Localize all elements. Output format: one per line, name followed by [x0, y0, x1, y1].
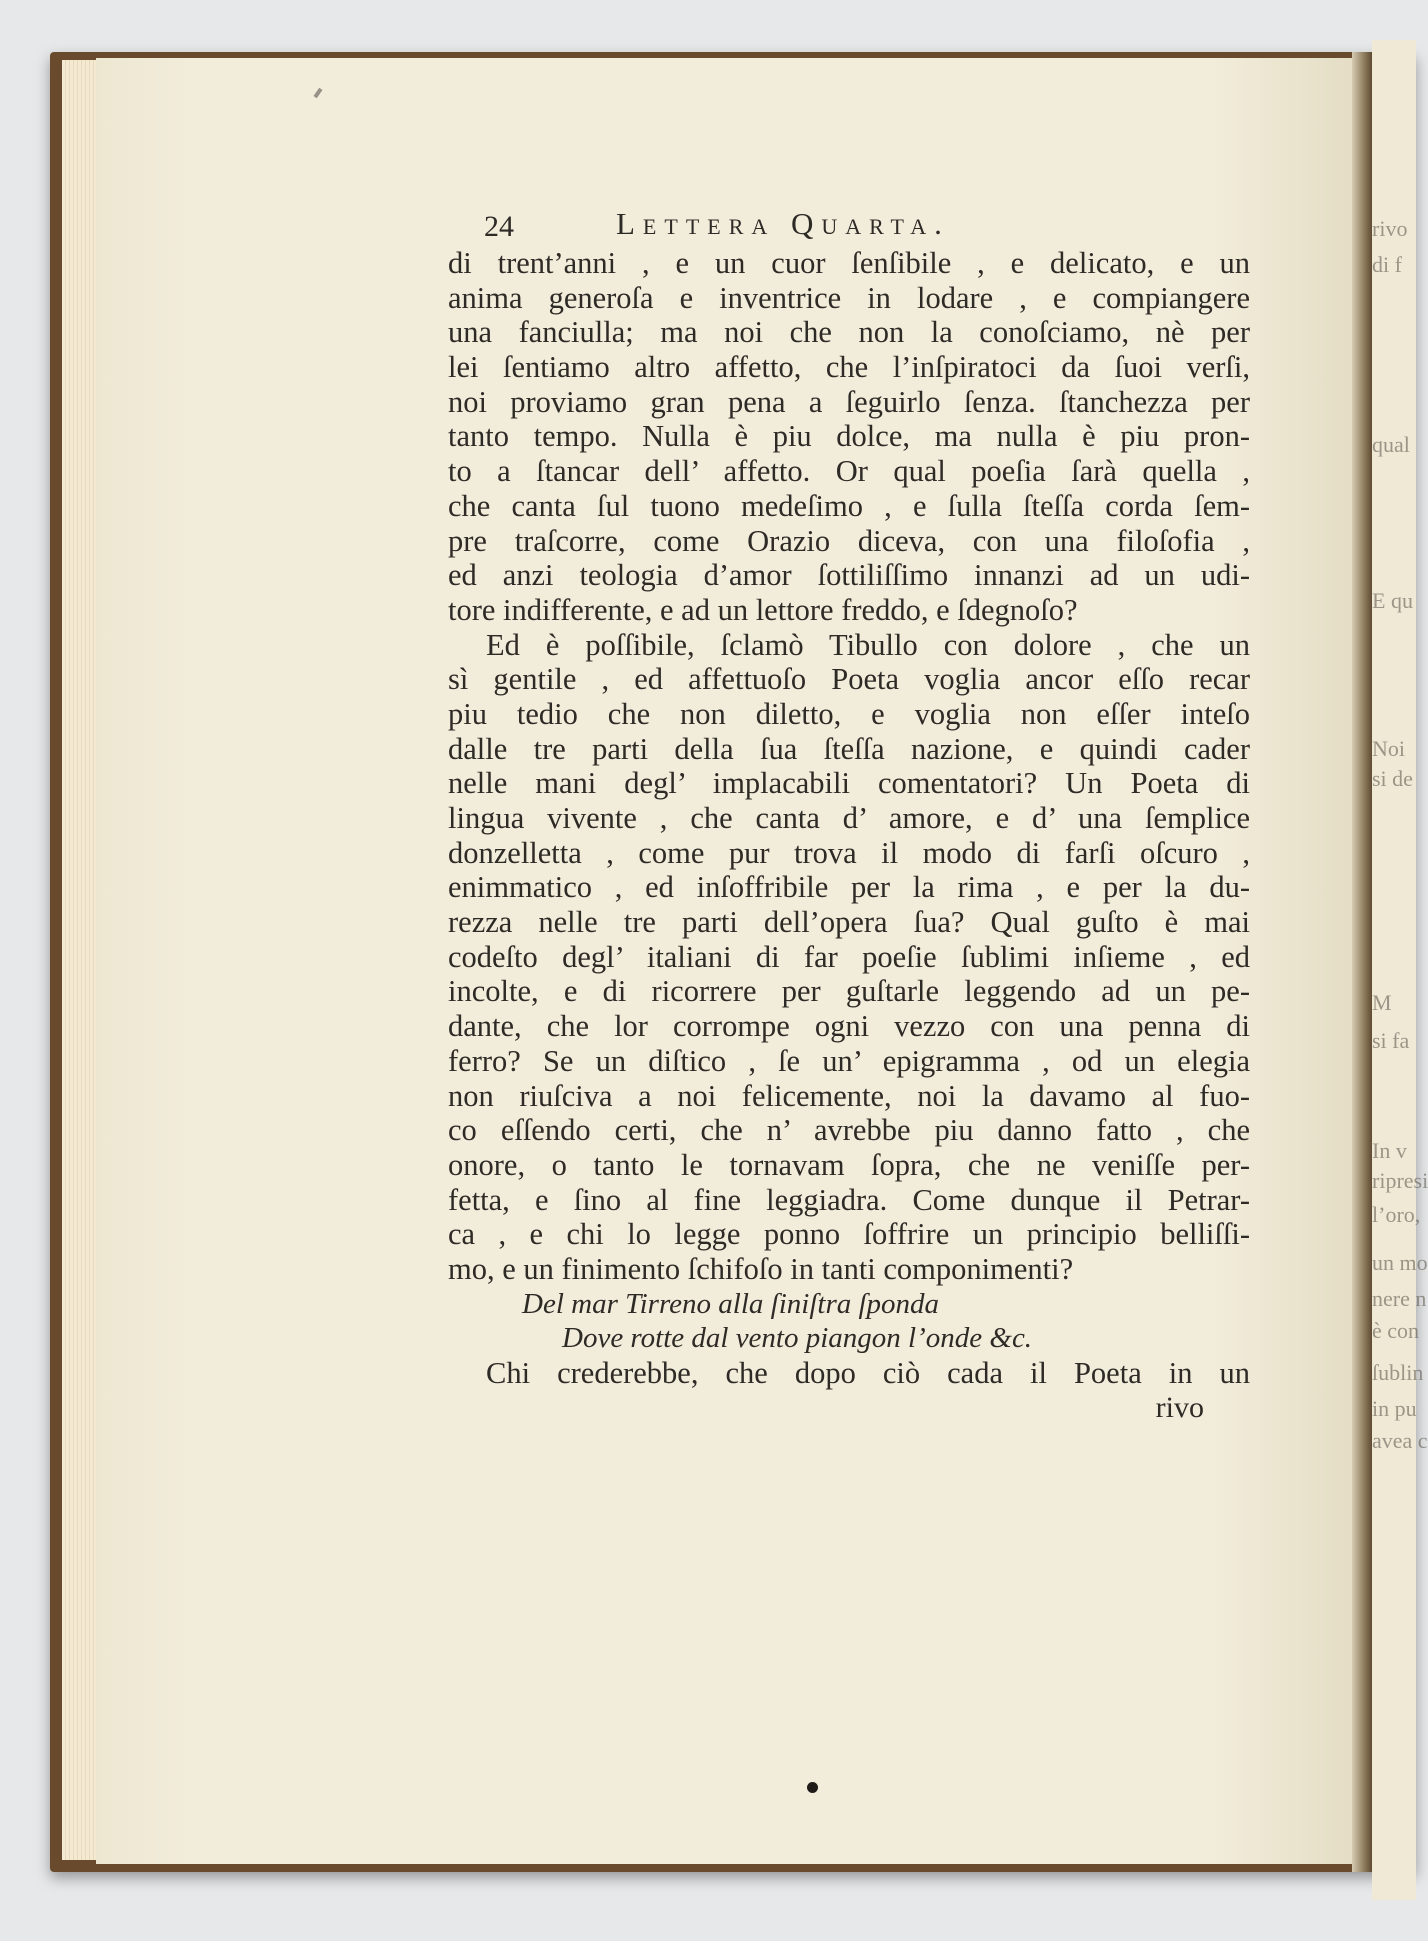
facing-page-fragment: si fa: [1372, 1028, 1410, 1053]
facing-page-fragment: è con: [1372, 1318, 1420, 1343]
text-line: mo, e un finimento ſchifoſo in tanti componimenti?: [448, 1251, 1074, 1286]
text-line: tore indifferente, e ad un lettore freddo, e ſdegnoſo?: [448, 592, 1078, 627]
facing-page-fragment: In v: [1372, 1138, 1407, 1163]
text-line: di trent’anni , e un cuor ſenſibile , e delicato, e un: [448, 246, 1250, 280]
catchword: rivo: [1155, 1390, 1204, 1424]
text-line: to a ſtancar dell’ affetto. Or qual poeſia ſarà quella ,: [448, 454, 1250, 489]
verse-line: Del mar Tirreno alla ſiniſtra ſponda: [522, 1287, 940, 1320]
text-line: rezza nelle tre parti dell’opera ſua? Qual guſto è mai: [448, 905, 1250, 940]
facing-page-fragment: M: [1372, 990, 1392, 1015]
text-line: nelle mani degl’ implacabili comentatori? Un Poeta di: [448, 766, 1250, 801]
facing-page-fragment: l’oro,: [1372, 1202, 1421, 1227]
text-line: Chi crederebbe, che dopo ciò cada il Poeta in un: [486, 1356, 1250, 1390]
text-line: piu tedio che non diletto, e voglia non eſſer inteſo: [448, 696, 1250, 731]
facing-page-fragment: in pu: [1372, 1396, 1417, 1421]
page-number: 24: [484, 210, 514, 243]
text-line: ed anzi teologia d’amor ſottiliſſimo innanzi ad un udi-: [448, 558, 1250, 593]
verse-line: Dove rotte dal vento piangon l’onde &c.: [562, 1322, 1033, 1355]
text-line: noi proviamo gran pena a ſeguirlo ſenza. ſtanchezza per: [448, 384, 1250, 419]
text-line: tanto tempo. Nulla è piu dolce, ma nulla è piu pron-: [448, 419, 1250, 454]
text-line: anima generoſa e inventrice in lodare , e compiangere: [448, 280, 1250, 315]
text-line: fetta, e ſino al fine leggiadra. Come dunque il Petrar-: [448, 1182, 1250, 1217]
facing-page-fragment: nere n: [1372, 1286, 1427, 1311]
text-line: ca , e chi lo legge ponno ſoffrire un principio belliſſi-: [448, 1217, 1250, 1252]
page-header: [448, 206, 1250, 246]
text-line: lingua vivente , che canta d’ amore, e d’ una ſemplice: [448, 801, 1250, 835]
facing-page-fragment: qual: [1372, 432, 1410, 457]
text-line: Ed è poſſibile, ſclamò Tibullo con dolore , che un: [486, 627, 1250, 662]
text-line: onore, o tanto le tornavam ſopra, che ne veniſſe per-: [448, 1147, 1250, 1182]
body-text: [448, 246, 1250, 1287]
facing-page-fragment: un mo: [1372, 1250, 1428, 1275]
facing-page-fragment: di f: [1372, 252, 1402, 277]
facing-page-fragment: Noi: [1372, 736, 1405, 761]
text-block: [448, 206, 1250, 1425]
facing-page-fragment: E qu: [1372, 588, 1413, 613]
facing-page-fragment: ripresi: [1372, 1168, 1428, 1193]
gutter: [1352, 52, 1372, 1872]
text-line: ferro? Se un diſtico , ſe un’ epigramma , od un elegia: [448, 1043, 1250, 1078]
text-line: una fanciulla; ma noi che non la conoſciamo, nè per: [448, 315, 1250, 350]
facing-page-fragment: ſublin: [1372, 1360, 1424, 1385]
text-line: codeſto degl’ italiani di far poeſie ſublimi inſieme , ed: [448, 939, 1250, 974]
facing-page-fragment: rivo: [1372, 216, 1408, 241]
text-line: incolte, e di ricorrere per guſtarle leggendo ad un pe-: [448, 974, 1250, 1009]
text-line: donzelletta , come pur trova il modo di farſi oſcuro ,: [448, 835, 1250, 870]
text-line: dante, che lor corrompe ogni vezzo con una penna di: [448, 1009, 1250, 1044]
text-line: sì gentile , ed affettuoſo Poeta voglia ancor eſſo recar: [448, 662, 1250, 697]
text-line: co eſſendo certi, che n’ avrebbe piu danno fatto , che: [448, 1113, 1250, 1148]
text-line: non riuſciva a noi felicemente, noi la davamo al fuo-: [448, 1078, 1250, 1113]
facing-page-fragment: si de: [1372, 766, 1413, 791]
running-title: Lettera Quarta.: [616, 206, 950, 241]
facing-page: [1372, 40, 1428, 1900]
ink-spot: [807, 1782, 818, 1793]
facing-page-fragment: avea c: [1372, 1428, 1428, 1453]
text-line: dalle tre parti della ſua ſteſſa nazione, e quindi cader: [448, 731, 1250, 766]
text-line: lei ſentiamo altro affetto, che l’inſpiratoci da ſuoi verſi,: [448, 350, 1250, 385]
text-line: enimmatico , ed inſoffribile per la rima , e per la du-: [448, 870, 1250, 905]
text-line: che canta ſul tuono medeſimo , e ſulla ſteſſa corda ſem-: [448, 488, 1250, 523]
text-line: pre traſcorre, come Orazio diceva, con una filoſofia ,: [448, 523, 1250, 558]
